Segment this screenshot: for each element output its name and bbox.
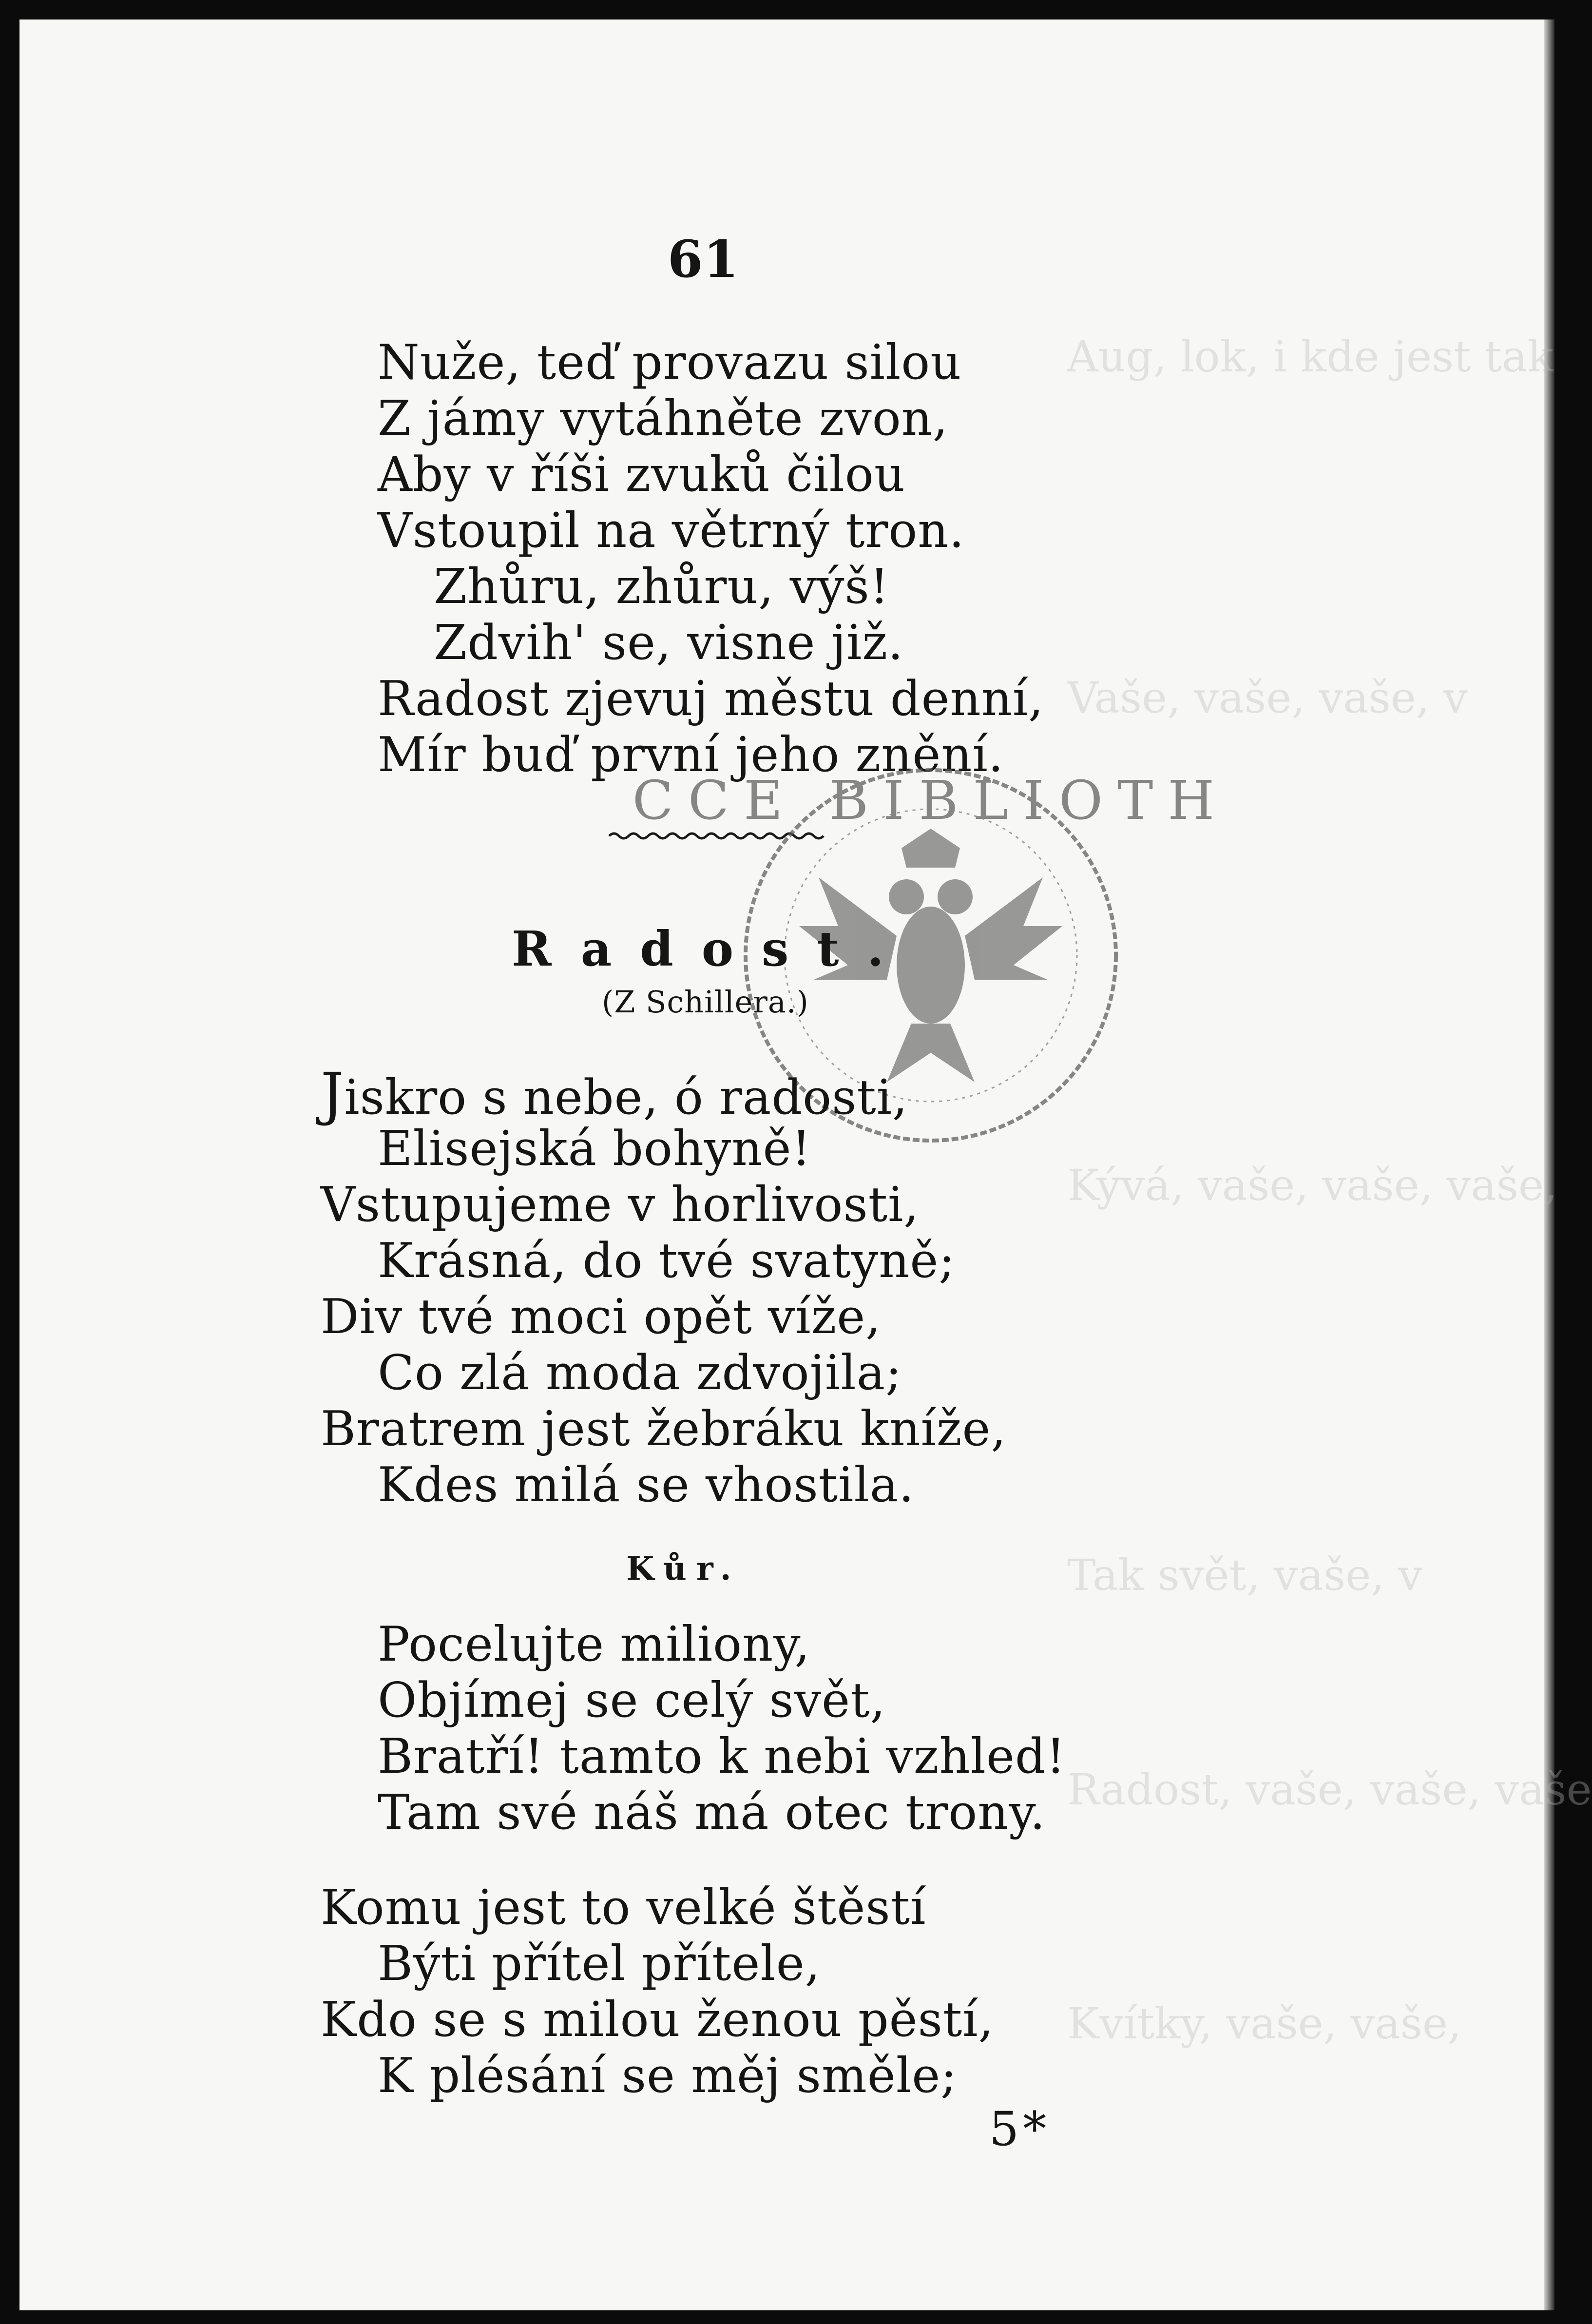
chorus-label: Kůr. (626, 1549, 741, 1588)
verse-line: Vstoupil na větrný tron. (378, 503, 965, 559)
verse-line-rest: iskro s nebe, ó radosti, (344, 1070, 908, 1125)
poem-subtitle: (Z Schillera.) (602, 984, 809, 1020)
verse-line: K plésání se měj směle; (378, 2048, 958, 2104)
verse-line: Elisejská bohyně! (378, 1121, 811, 1177)
verse-line: Býti přítel přítele, (378, 1936, 821, 1992)
verse-line: Objímej se celý svět, (378, 1673, 886, 1728)
drop-cap: J (321, 1060, 345, 1127)
page-number: 61 (668, 229, 739, 289)
bleed-through-text: Radost, vaše, vaše, vaše (1067, 1764, 1592, 1815)
bleed-through-text: Tak svět, vaše, v (1067, 1550, 1422, 1600)
verse-line: Vstupujeme v horlivosti, (321, 1177, 920, 1233)
verse-line: Bratří! tamto k nebi vzhled! (378, 1729, 1066, 1784)
verse-line: Kdes milá se vhostila. (378, 1457, 915, 1513)
bleed-through-text: Kývá, vaše, vaše, vaše, (1067, 1160, 1558, 1210)
signature-mark: 5* (989, 2102, 1051, 2156)
verse-line-first (321, 1060, 908, 1127)
verse-line: Radost zjevuj městu denní, (378, 671, 1044, 727)
verse-line: Mír buď první jeho znění. (378, 727, 1004, 783)
stamp-lettering: CCE BIBLIOTH (632, 769, 1229, 832)
verse-line: Div tvé moci opět víže, (321, 1289, 882, 1345)
verse-line: Tam své náš má otec trony. (378, 1785, 1046, 1840)
verse-line: Krásná, do tvé svatyně; (378, 1233, 956, 1289)
book-page (19, 19, 1592, 2310)
verse-line: Pocelujte miliony, (378, 1617, 810, 1672)
bleed-through-text: Aug, lok, i kde jest tak (1067, 331, 1554, 382)
poem-title: Radost. (512, 921, 912, 977)
verse-line: Aby v říši zvuků čilou (378, 447, 905, 503)
verse-line: Nuže, teď provazu silou (378, 335, 962, 390)
verse-line: Komu jest to velké štěstí (321, 1880, 926, 1936)
verse-line: Co zlá moda zdvojila; (378, 1345, 902, 1401)
verse-line: Bratrem jest žebráku kníže, (321, 1401, 1007, 1457)
verse-line: Z jámy vytáhněte zvon, (378, 391, 949, 446)
bleed-through-text: Kvítky, vaše, vaše, (1067, 1998, 1462, 2049)
bleed-through-text: Vaše, vaše, vaše, v (1067, 673, 1468, 723)
verse-line: Zhůru, zhůru, výš! (434, 559, 890, 615)
verse-line: Kdo se s milou ženou pěstí, (321, 1992, 994, 2048)
verse-line: Zdvih' se, visne již. (434, 615, 904, 671)
